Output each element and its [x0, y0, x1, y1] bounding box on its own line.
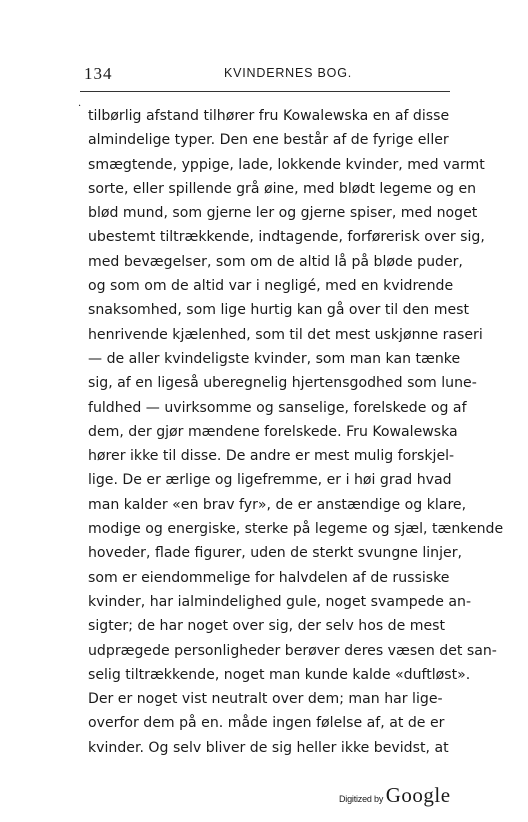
header-rule — [80, 91, 450, 92]
text-line: almindelige typer. Den ene består af de fyrige eller — [88, 132, 449, 149]
text-line: dem, der gjør mændene forelskede. Fru Kowalewska — [88, 423, 458, 440]
text-line: man kalder «en brav fyr», de er anstændige og klare, — [88, 496, 467, 513]
body-text — [88, 104, 504, 760]
text-line: smægtende, yppige, lade, lokkende kvinder, med varmt — [88, 156, 485, 173]
text-line: sorte, eller spillende grå øine, med blødt legeme og en — [88, 180, 477, 197]
text-line: selig tiltrækkende, noget man kunde kalde «duftløst». — [88, 666, 471, 683]
text-line: blød mund, som gjerne ler og gjerne spiser, med noget — [88, 205, 478, 222]
running-title: KVINDERNES BOG. — [224, 66, 352, 80]
text-line: sig, af en ligeså uberegnelig hjertensgodhed som lune- — [88, 375, 477, 392]
text-line: — de aller kvindeligste kvinder, som man kan tænke — [88, 350, 461, 367]
google-logo: Google — [385, 783, 451, 807]
text-line: sigter; de har noget over sig, der selv hos de mest — [88, 618, 446, 635]
text-line: lige. De er ærlige og ligefremme, er i høi grad hvad — [88, 472, 452, 489]
page-number: 134 — [84, 64, 113, 83]
text-line: fuldhed — uvirksomme og sanselige, forelskede og af — [88, 399, 467, 416]
text-line: tilbørlig afstand tilhører fru Kowalewska en af disse — [88, 108, 450, 124]
text-line: henrivende kjælenhed, som til det mest uskjønne raseri — [88, 326, 483, 343]
text-line: udprægede personligheder berøver deres væsen det san- — [88, 642, 497, 659]
page-header — [84, 64, 446, 86]
digitized-label: Digitized by — [339, 794, 384, 804]
text-line: hoveder, flade figurer, uden de sterkt svungne linjer, — [88, 545, 462, 562]
text-line: kvinder. Og selv bliver de sig heller ikke bevidst, at — [88, 739, 449, 756]
text-line: snaksomhed, som lige hurtig kan gå over til den mest — [88, 302, 469, 319]
text-line: ubestemt tiltrækkende, indtagende, forførerisk over sig, — [88, 229, 485, 246]
text-line: Der er noget vist neutralt over dem; man har lige- — [88, 691, 443, 708]
text-line: modige og energiske, sterke på legeme og sjæl, tænkende — [88, 521, 504, 538]
text-line: kvinder, har ialmindelighed gule, noget svampede an- — [88, 593, 472, 610]
text-line: med bevægelser, som om de altid lå på bløde puder, — [88, 253, 463, 270]
digitized-by-google-watermark — [339, 783, 451, 808]
text-line: og som om de altid var i negligé, med en kvidrende — [88, 278, 454, 295]
stray-ink-mark: · — [78, 101, 82, 112]
text-line: som er eiendommelige for halvdelen af de russiske — [88, 569, 450, 586]
text-line: hører ikke til disse. De andre er mest mulig forskjel- — [88, 448, 455, 465]
text-line: overfor dem på en. måde ingen følelse af, at de er — [88, 715, 445, 732]
